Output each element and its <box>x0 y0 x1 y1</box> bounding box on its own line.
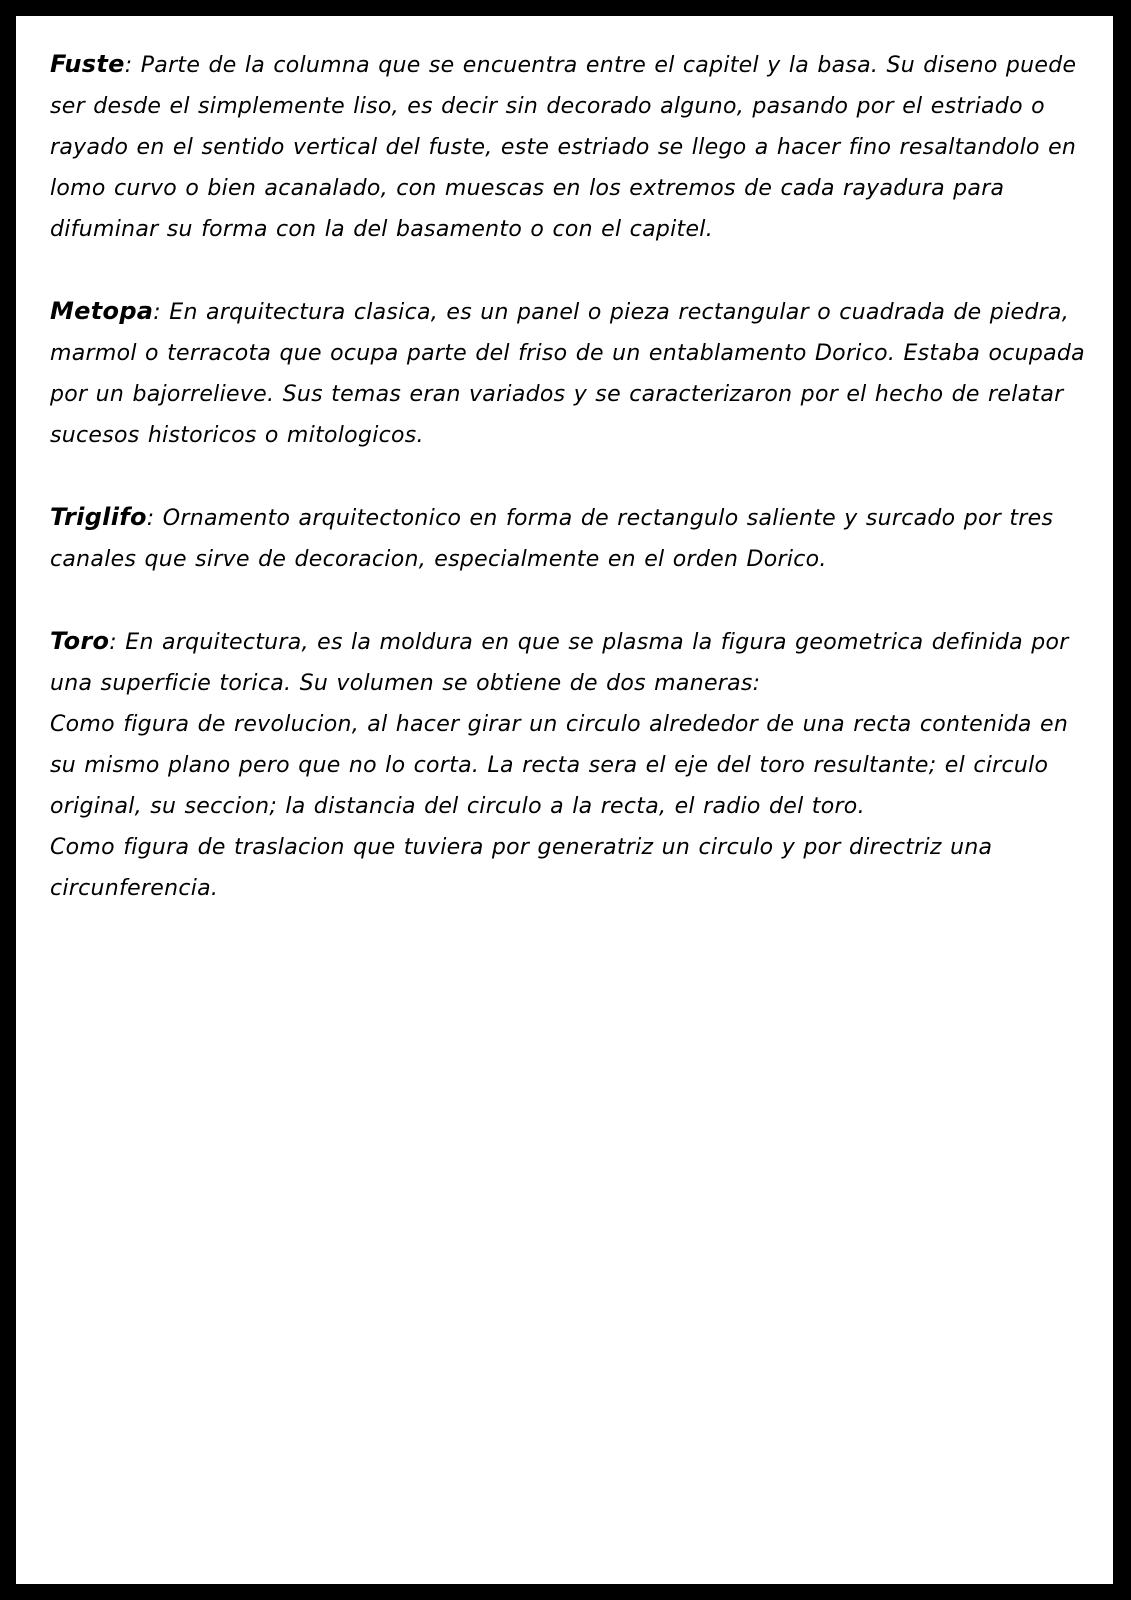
entry-paragraph <box>50 291 1095 456</box>
entry-term: Metopa <box>50 297 154 325</box>
entry-definition: : Parte de la columna que se encuentra entre el capitel y la basa. Su diseno puede ser desde el simplemente liso, es decir sin decorado alguno, pasando por el estriado o rayado en el sentido vertical del fuste, este estriado se llego a hacer fino resaltandolo en lomo curvo o bien acanalado, con muescas en los extremos de cada rayadura para difuminar su forma con la del basamento o con el capitel. <box>50 53 1077 242</box>
entry-term: Fuste <box>50 50 125 78</box>
entry-paragraph: Como figura de revolucion, al hacer girar un circulo alrededor de una recta contenida en su mismo plano pero que no lo corta. La recta sera el eje del toro resultante; el circulo original, su seccion; la distancia del circulo a la recta, el radio del toro. <box>50 712 1069 819</box>
entry-term: Toro <box>50 627 110 655</box>
entry-metopa <box>50 291 1095 456</box>
document-page <box>16 16 1113 1584</box>
entry-definition: : Ornamento arquitectonico en forma de rectangulo saliente y surcado por tres canales que sirve de decoracion, especialmente en el orden Dorico. <box>50 506 1054 572</box>
entry-term: Triglifo <box>50 503 147 531</box>
entry-definition: : En arquitectura clasica, es un panel o pieza rectangular o cuadrada de piedra, marmol o terracota que ocupa parte del friso de un entablamento Dorico. Estaba ocupada por un bajorrelieve. Sus temas eran variados y se caracterizaron por el hecho de relatar sucesos historicos o mitologicos. <box>50 300 1085 448</box>
entry-definition: : En arquitectura, es la moldura en que se plasma la figura geometrica definida por una superficie torica. Su volumen se obtiene de dos maneras: <box>50 630 1069 696</box>
entry-toro <box>50 621 1095 909</box>
entry-fuste <box>50 44 1095 250</box>
entry-triglifo <box>50 497 1095 580</box>
entry-paragraph <box>50 44 1095 250</box>
entry-paragraph: Como figura de traslacion que tuviera por generatriz un circulo y por directriz una circunferencia. <box>50 835 993 901</box>
entry-paragraph <box>50 621 1095 704</box>
entry-paragraph <box>50 497 1095 580</box>
